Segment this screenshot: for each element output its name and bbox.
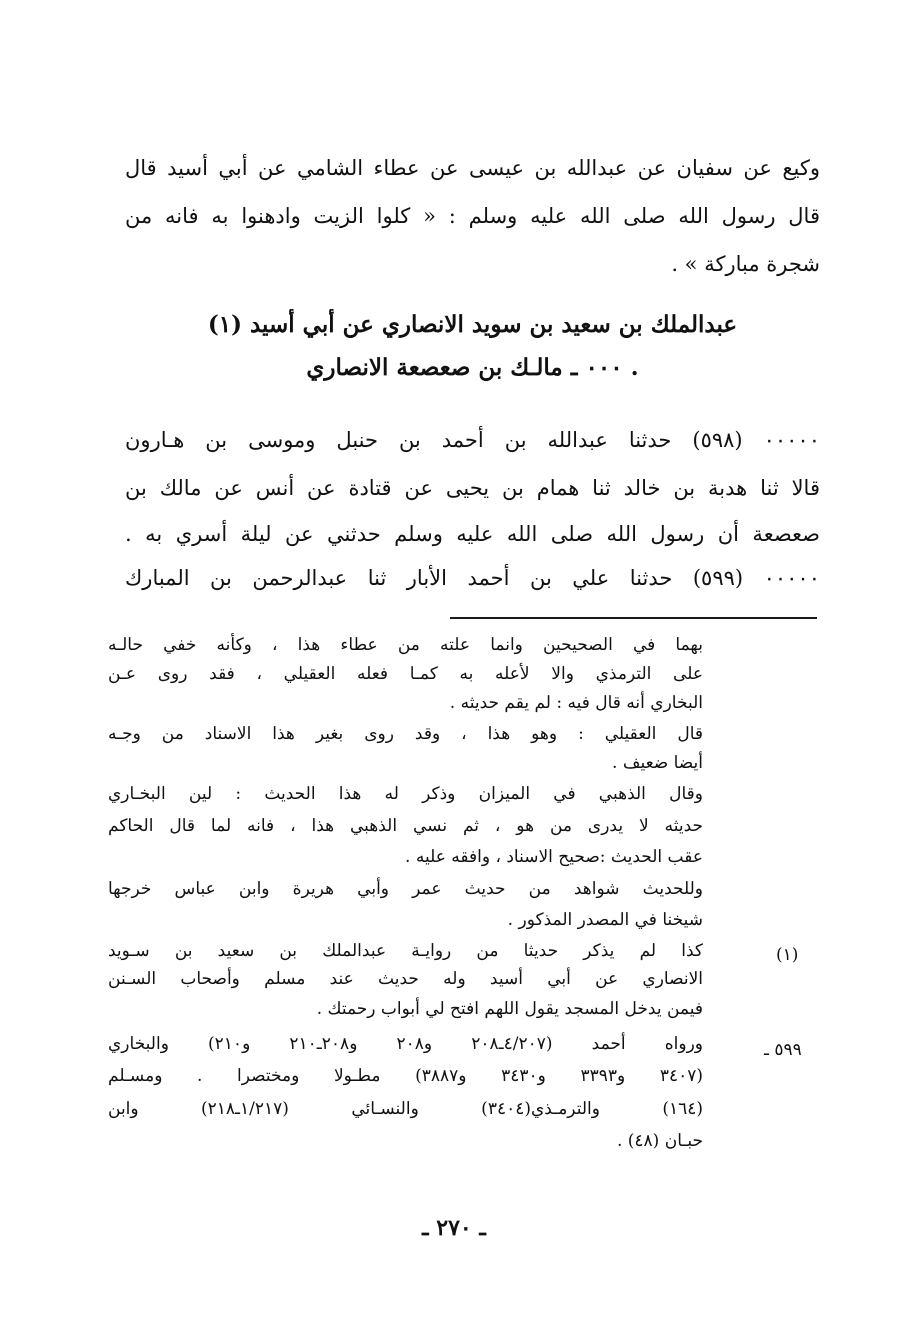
footnote-line: وللحديث شواهد من حديث عمر وأبي هريرة وابن عباس خرجها <box>108 879 703 899</box>
page-number: ـ ٢٧٠ ـ <box>422 1215 486 1241</box>
footnote-line: الانصاري عن أبي أسيد وله حديث عند مسلم وأصحاب السـنن <box>108 969 703 989</box>
section-subheading: . ٠٠٠ ـ مالـك بن صعصعة الانصاري <box>306 354 639 381</box>
footnote-line: قال العقيلي : وهو هذا ، وقد روى بغير هذا الاسناد من وجـه <box>108 724 703 744</box>
footnote-line: حبـان (٤٨) . <box>616 1131 703 1151</box>
footnote-line: فيمن يدخل المسجد يقول اللهم افتح لي أبواب رحمتك . <box>316 999 703 1019</box>
main-text-line: وكيع عن سفيان عن عبدالله بن عيسى عن عطاء الشامي عن أبي أسيد قال <box>125 156 820 180</box>
footnote-line: (١٦٤) والترمـذي(٣٤٠٤) والنسـائي (١/٢١٧ـ٢١٨) وابن <box>108 1099 703 1119</box>
footnote-line: (٣٤٠٧ و٣٣٩٣ و٣٤٣٠ و٣٨٨٧) مطـولا ومختصرا . ومسـلم <box>108 1066 703 1086</box>
section-heading: عبدالملك بن سعيد بن سويد الانصاري عن أبي أسيد (١) <box>207 311 738 338</box>
footnote-line: البخاري أنه قال فيه : لم يقم حديثه . <box>449 693 703 713</box>
main-text-line: شجرة مباركة » . <box>671 252 820 276</box>
hadith-line: ٠٠٠٠٠ (٥٩٩) حدثنا علي بن أحمد الأبار ثنا عبدالرحمن بن المبارك <box>125 566 820 590</box>
footnote-line: بهما في الصحيحين وانما علته من عطاء هذا ، وكأنه خفي حالـه <box>108 635 703 655</box>
hadith-line: صعصعة أن رسول الله صلى الله عليه وسلم حدثني عن ليلة أسري به . <box>125 522 820 546</box>
footnote-line: ورواه أحمد (٤/٢٠٧ـ٢٠٨ و٢٠٨ و٢٠٨ـ٢١٠ و٢١٠) والبخاري <box>108 1034 703 1054</box>
footnote-line: عقب الحديث :صحيح الاسناد ، وافقه عليه . <box>405 847 703 867</box>
footnote-line: وقال الذهبي في الميزان وذكر له هذا الحديث : لين البخـاري <box>108 784 703 804</box>
hadith-line: ٠٠٠٠٠ (٥٩٨) حدثنا عبدالله بن أحمد بن حنبل وموسى بن هـارون <box>125 428 820 452</box>
main-text-line: قال رسول الله صلى الله عليه وسلم : « كلوا الزيت وادهنوا به فانه من <box>125 204 820 228</box>
footnote-line: على الترمذي والا لأعله به كمـا فعله العقيلي ، فقد روى عـن <box>108 664 703 684</box>
footnote-line: حديثه لا يدرى من هو ، ثم نسي الذهبي هذا ، فانه لما قال الحاكم <box>108 816 703 836</box>
footnote-line: أيضا ضعيف . <box>612 753 703 773</box>
hadith-line: قالا ثنا هدبة بن خالد ثنا همام بن يحيى عن قتادة عن أنس عن مالك بن <box>125 476 820 500</box>
footnote-marker: (١) <box>776 945 799 965</box>
footnote-separator <box>450 617 817 619</box>
footnote-marker: ٥٩٩ ـ <box>764 1040 802 1060</box>
footnote-line: شيخنا في المصدر المذكور . <box>507 910 703 930</box>
footnote-line: كذا لم يذكر حديثا من روايـة عبدالملك بن سعيد بن سـويد <box>108 941 703 961</box>
